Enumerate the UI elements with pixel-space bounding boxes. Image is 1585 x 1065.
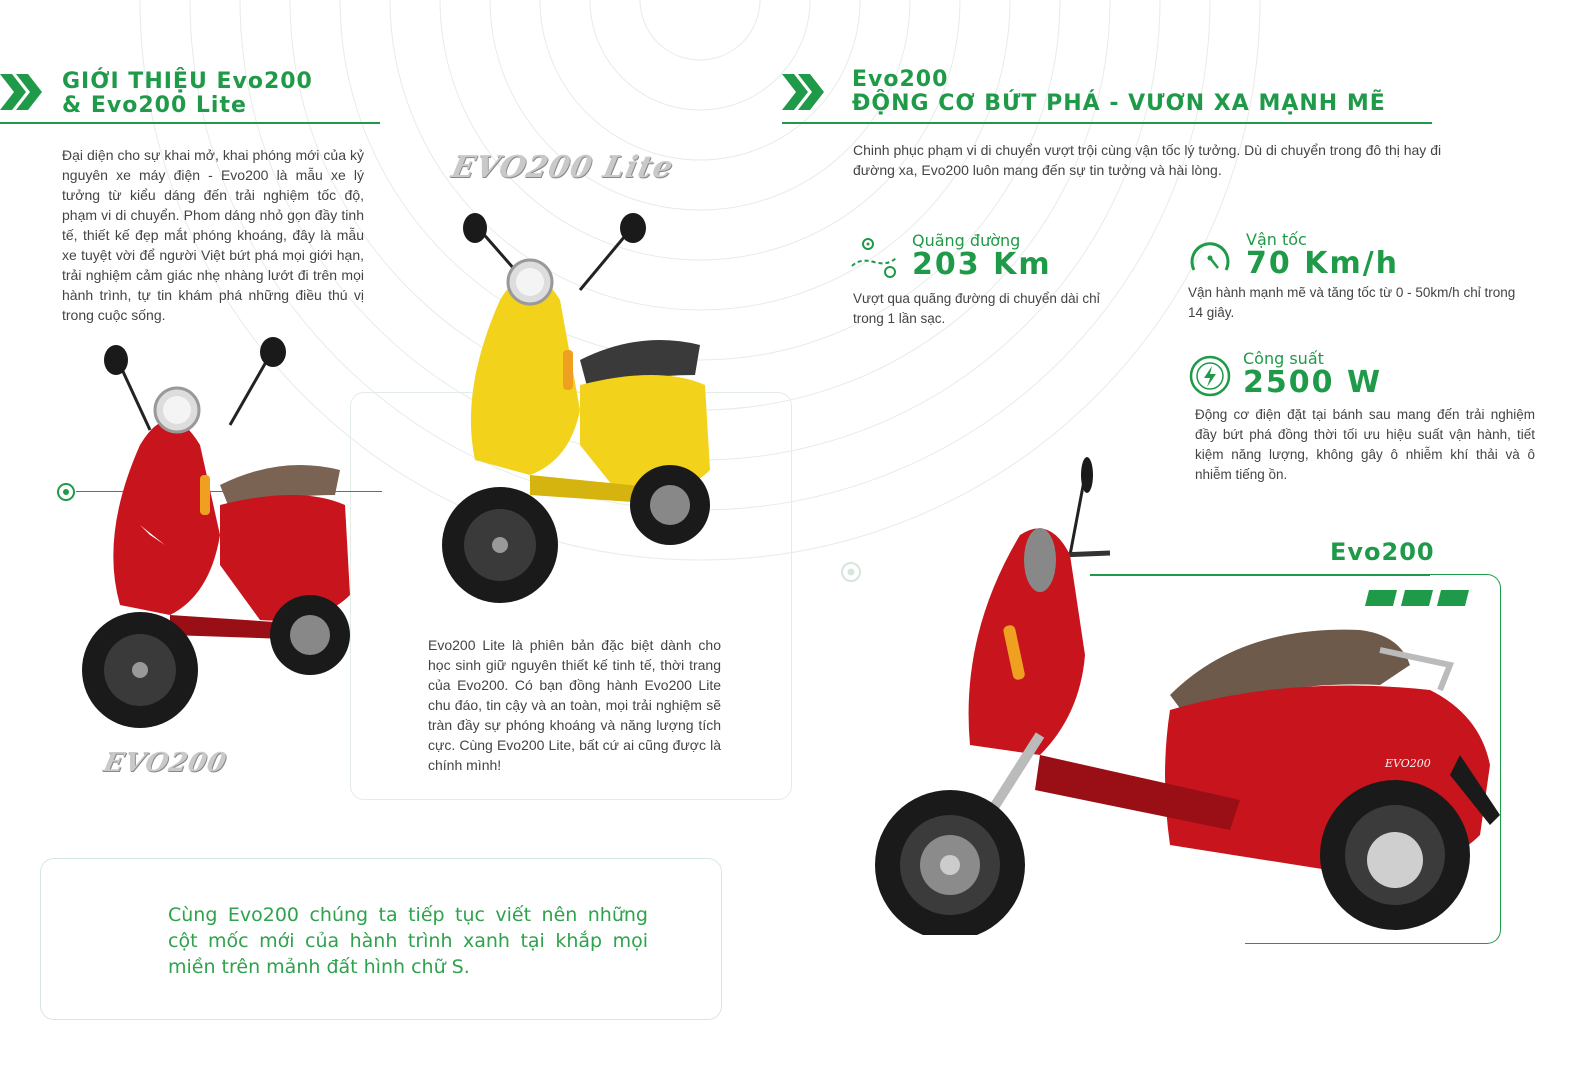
right-title: [852, 68, 1552, 116]
spec-range-desc: Vượt qua quãng đường di chuyển dài chỉ trong 1 lần sạc.: [853, 291, 1100, 326]
spec-speed-label: Vận tốc: [1246, 230, 1307, 249]
yellow-scooter-image: [430, 210, 730, 620]
left-frame-marker: [56, 482, 76, 502]
left-intro-text: Đại diện cho sự khai mở, khai phóng mới của kỷ nguyên xe máy điện - Evo200 là mẫu xe lý tưởng từ kiểu dáng đến trải nghiệm tốc độ, phạm vi di chuyển. Phom dáng nhỏ gọn đầy tinh tế, thiết kế đẹp mắt phóng khoáng, đây là mẫu xe tuyệt vời để người Việt bứt phá mọi giới hạn, trải nghiệm cảm giác nhẹ nhàng lướt đi trên mọi hành trình, tự tin khám phá những điều thú vị trong cuộc sống.: [62, 147, 364, 323]
left-title: [62, 70, 392, 118]
right-title-chevron-icon: [782, 70, 830, 114]
spec-power-label: Công suất: [1243, 349, 1324, 368]
spec-speed-value: 70 Km/h: [1246, 246, 1400, 281]
quote-text: Cùng Evo200 chúng ta tiếp tục viết nên những cột mốc mới của hành trình xanh tại khắp mọi miền trên mảnh đất hình chữ S.: [168, 904, 648, 978]
speedometer-icon: [1188, 236, 1232, 280]
left-title-line2: & Evo200 Lite: [62, 93, 247, 118]
spec-power-value: 2500 W: [1243, 365, 1383, 400]
left-title-chevron-icon: [0, 70, 48, 114]
right-intro-text: Chinh phục phạm vi di chuyển vượt trội cùng vận tốc lý tưởng. Dù di chuyển trong đô thị hay đi đường xa, Evo200 luôn mang đến sự tin tưởng và hài lòng.: [853, 142, 1442, 178]
spec-speed-desc: Vận hành mạnh mẽ và tăng tốc từ 0 - 50km/h chỉ trong 14 giây.: [1188, 285, 1516, 320]
power-bolt-icon: [1188, 354, 1232, 398]
right-title-line2: ĐỘNG CƠ BỨT PHÁ - VƯƠN XA MẠNH MẼ: [852, 91, 1386, 116]
model-tag: Evo200: [1330, 538, 1435, 566]
red-scooter-image: [80, 335, 370, 740]
evo200-logo: EVO200: [100, 748, 230, 778]
lite-description: Evo200 Lite là phiên bản đặc biệt dành cho học sinh giữ nguyên thiết kế tinh tế, thời trang của Evo200. Có bạn đồng hành Evo200 Lite chu đáo, tin cậy và an toàn, mọi trải nghiệm sẽ tràn đầy sự phóng khoáng và năng lượng tích cực. Cùng Evo200 Lite, bất cứ ai cũng được là chính mình!: [428, 637, 721, 773]
route-icon: [850, 236, 898, 280]
left-title-line1: GIỚI THIỆU Evo200: [62, 69, 313, 94]
right-title-underline: [782, 122, 1432, 124]
spec-range-value: 203 Km: [912, 247, 1052, 282]
evo200-lite-logo: EVO200 Lite: [448, 150, 677, 185]
body-badge: EVO200: [1385, 757, 1431, 770]
large-red-scooter-image: [840, 455, 1530, 935]
spec-power-desc: Động cơ điện đặt tại bánh sau mang đến trải nghiệm đầy bứt phá đồng thời tối ưu hiệu suất vận hành, tiết kiệm năng lượng, không gây ô nhiễm khí thải và ô nhiễm tiếng ồn.: [1195, 407, 1535, 482]
spec-range-label: Quãng đường: [912, 231, 1021, 250]
right-title-line1: Evo200: [852, 67, 949, 92]
left-title-underline: [0, 122, 380, 124]
